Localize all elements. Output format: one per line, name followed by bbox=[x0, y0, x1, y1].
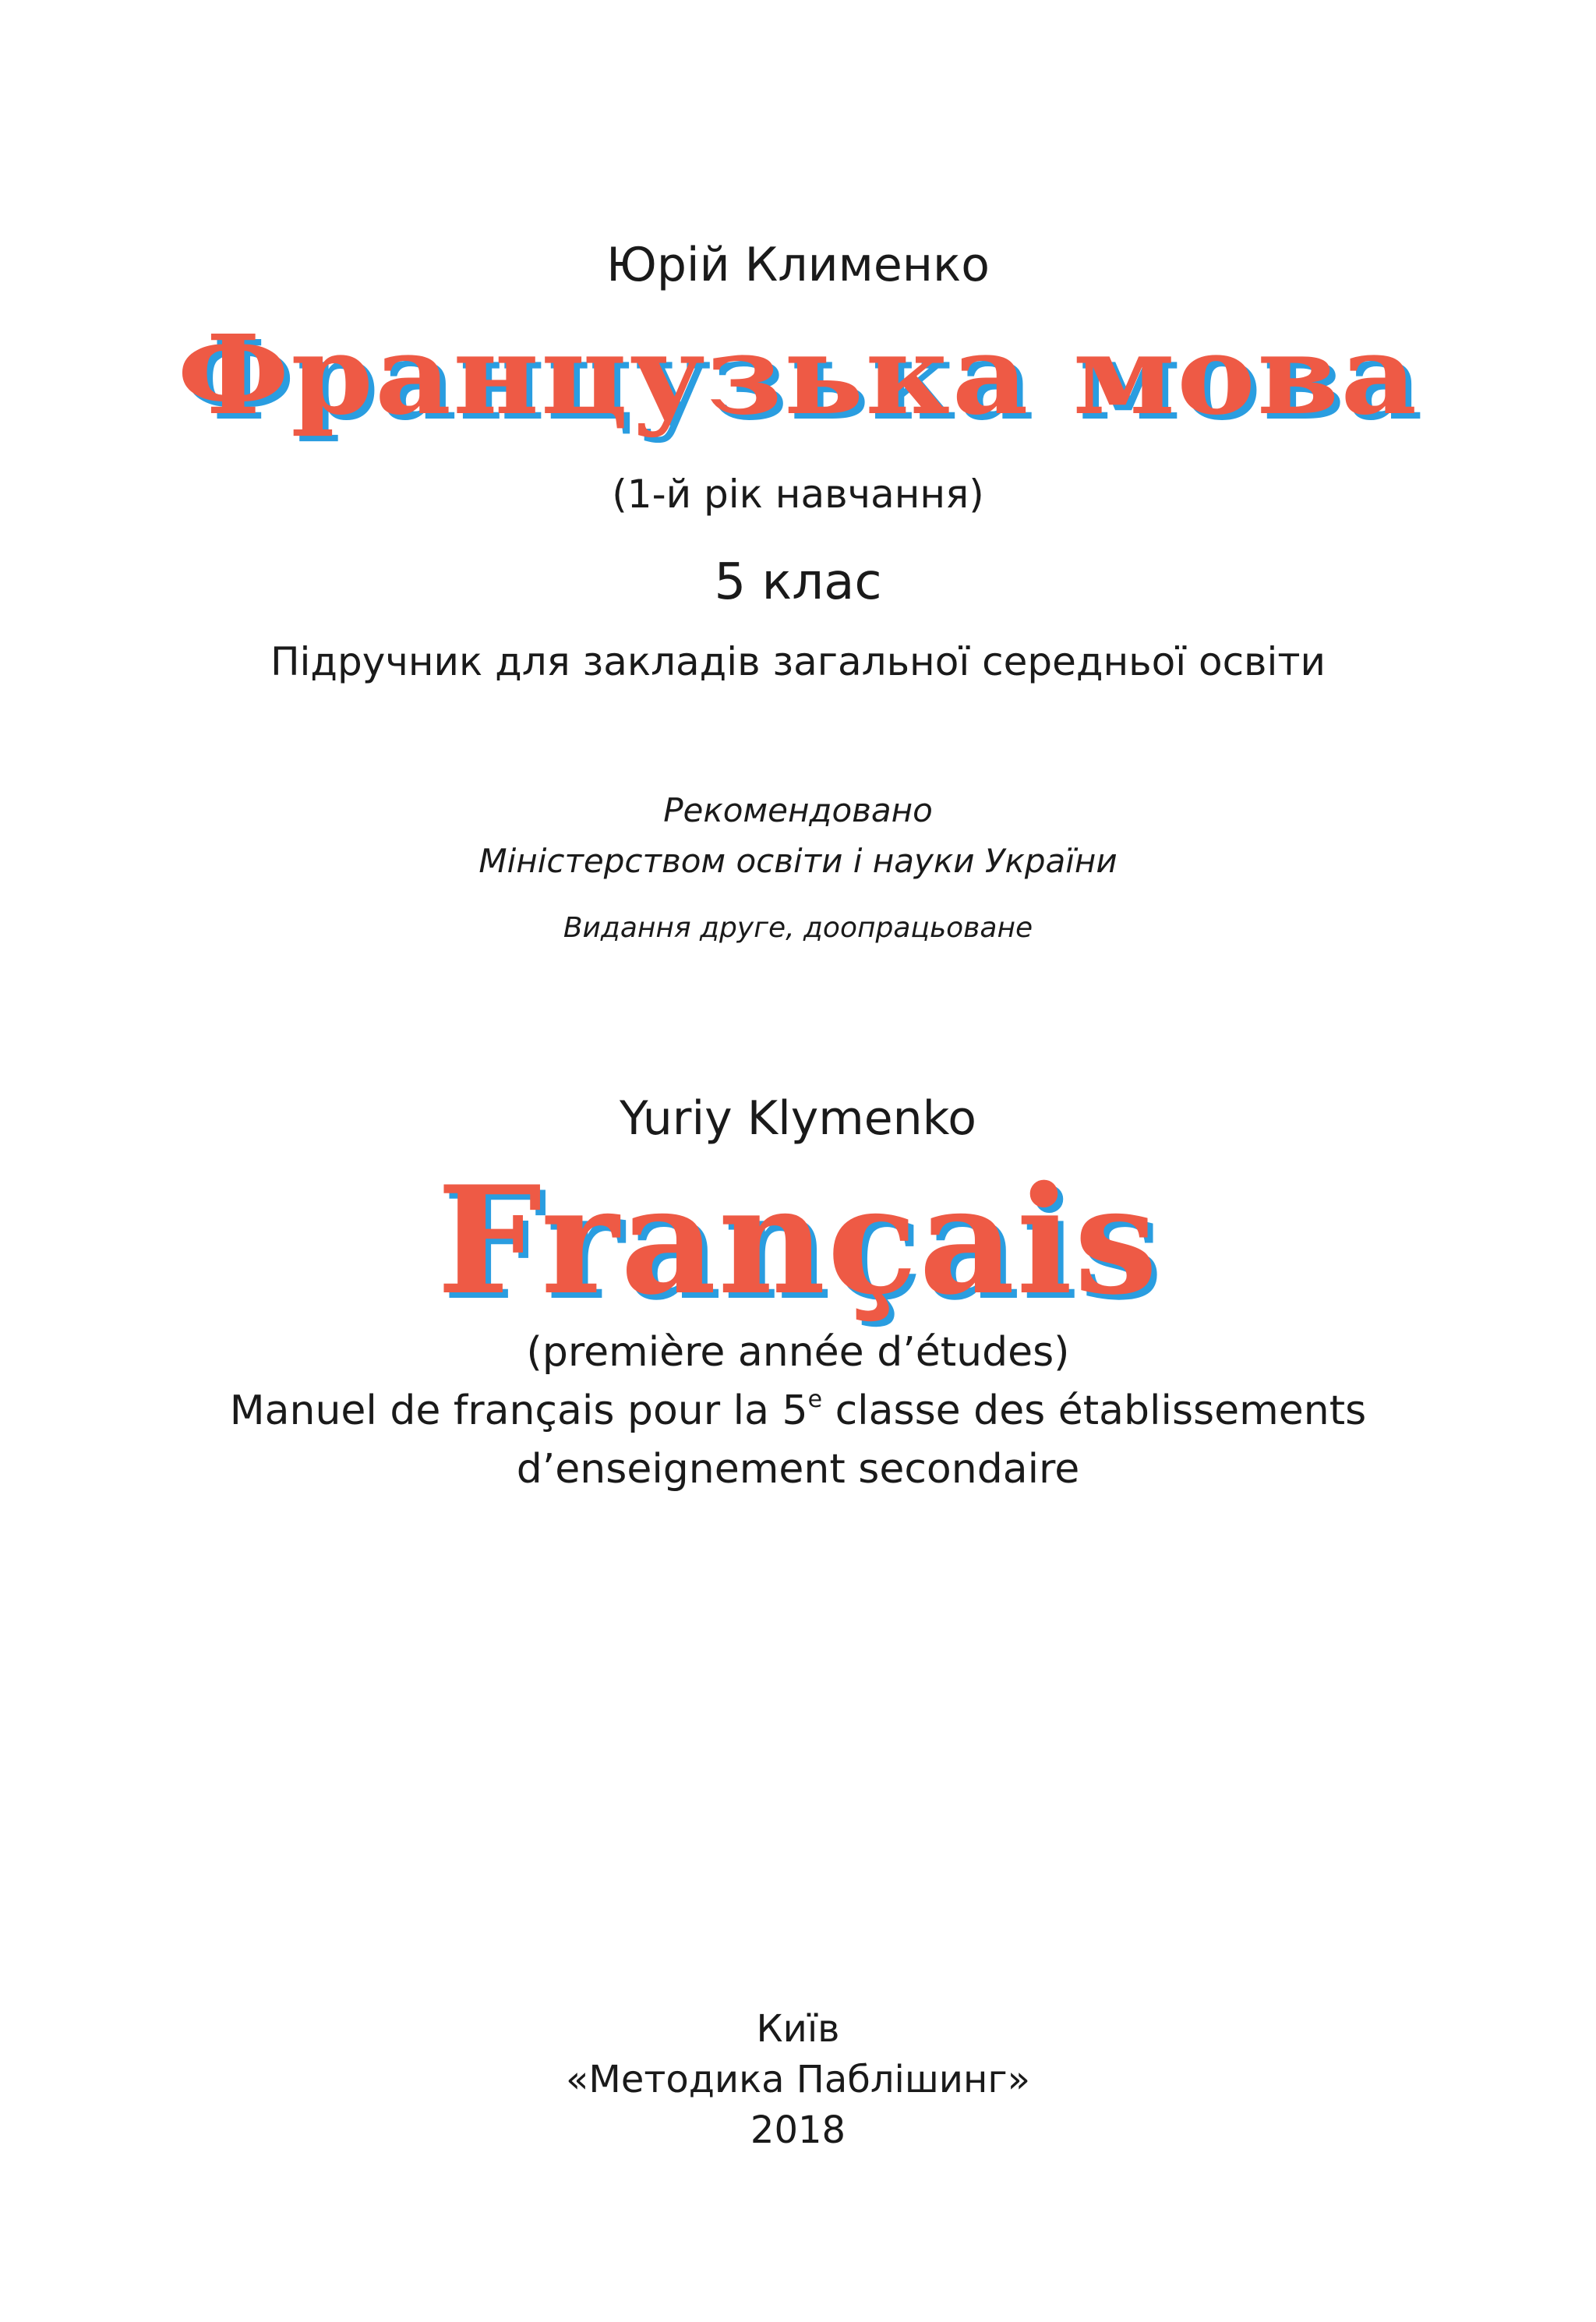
author-english: Yuriy Klymenko bbox=[620, 1091, 976, 1146]
author-ukrainian: Юрій Клименко bbox=[606, 238, 990, 292]
year-of-study-ukrainian: (1-й рік навчання) bbox=[612, 472, 984, 517]
ministry-label: Міністерством освіти і науки України bbox=[478, 842, 1118, 880]
manual-prefix: Manuel de français pour la 5 bbox=[229, 1387, 808, 1434]
manual-description-line2: d’enseignement secondaire bbox=[516, 1446, 1080, 1493]
title-ukrainian: Французька мова bbox=[177, 312, 1419, 440]
subtitle-ukrainian: Підручник для закладів загальної середньої освіти bbox=[270, 639, 1326, 684]
recommended-label: Рекомендовано bbox=[663, 791, 933, 829]
imprint-publisher: «Методика Паблішинг» bbox=[566, 2058, 1030, 2101]
edition-label: Видання друге, доопрацьоване bbox=[563, 912, 1033, 944]
manual-suffix: classe des établissements bbox=[822, 1387, 1367, 1434]
year-of-study-french: (première année d’études) bbox=[526, 1329, 1070, 1376]
imprint-city: Київ bbox=[756, 2007, 840, 2051]
imprint-year: 2018 bbox=[750, 2108, 846, 2152]
manual-description-line1 bbox=[0, 1387, 1596, 1434]
title-french: Français bbox=[436, 1154, 1160, 1327]
manual-superscript: e bbox=[807, 1386, 823, 1413]
grade-label: 5 клас bbox=[714, 553, 882, 611]
